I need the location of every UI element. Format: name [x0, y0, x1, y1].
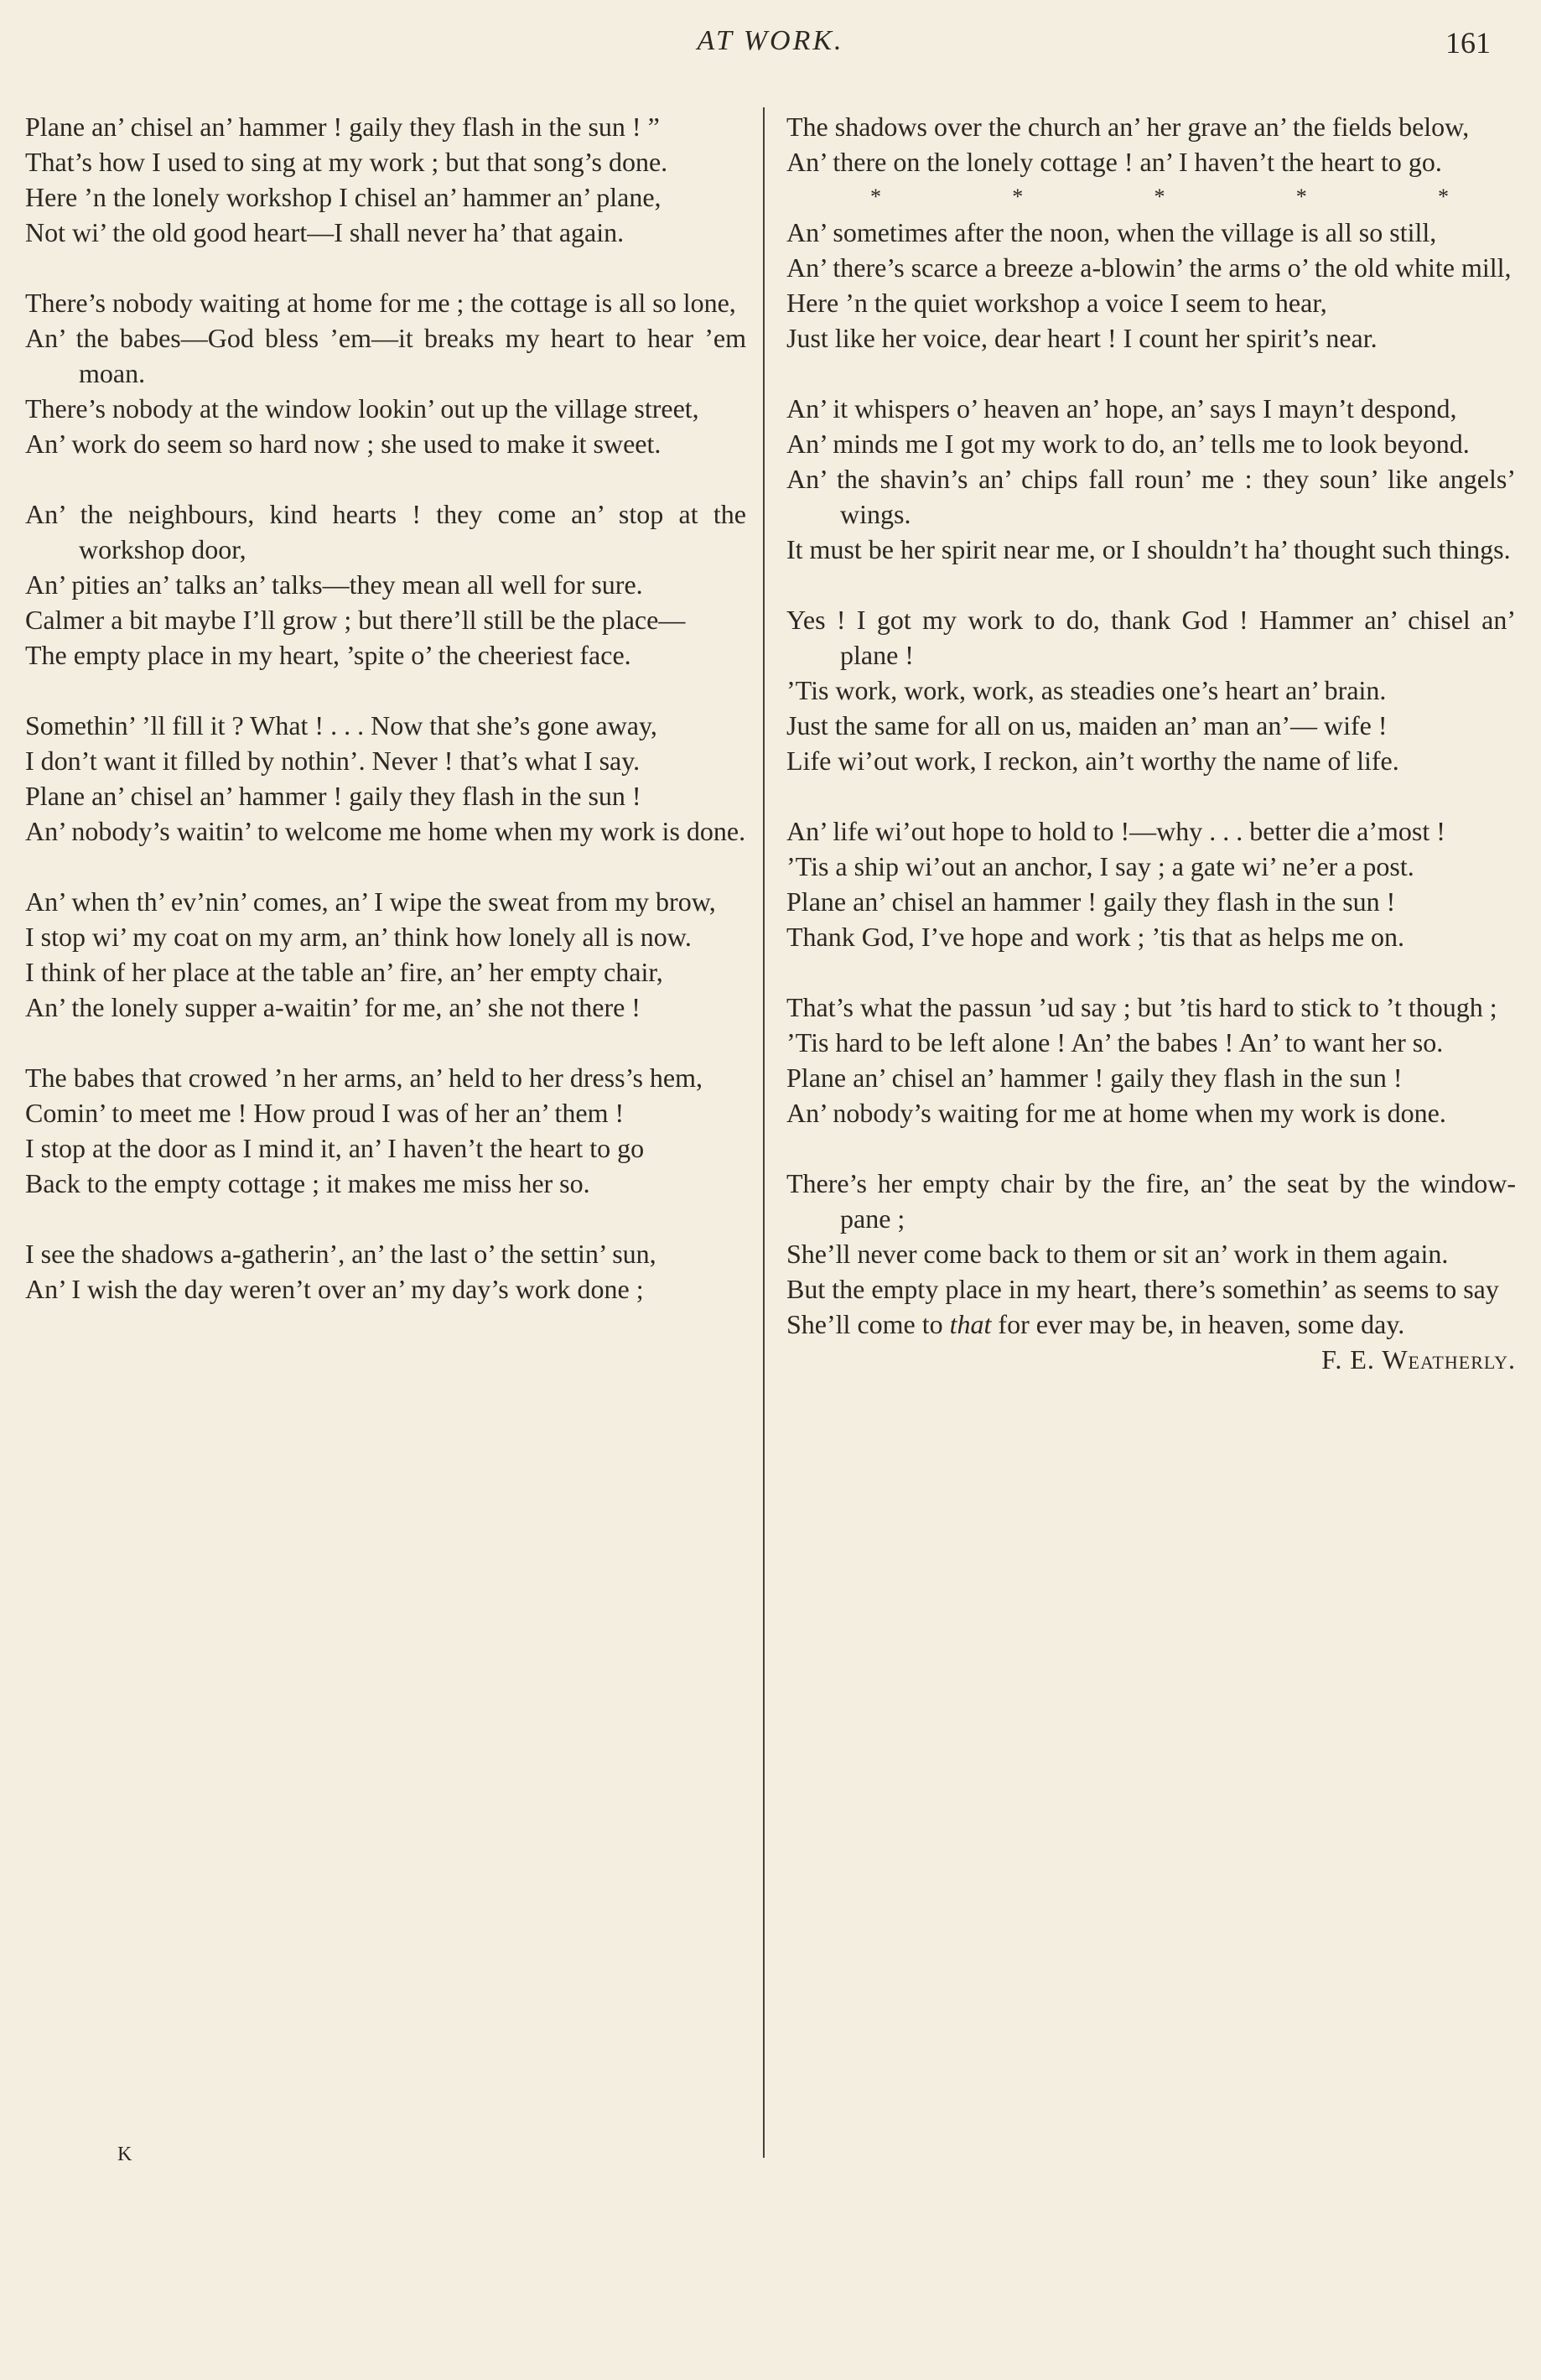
poem-line: She’ll never come back to them or sit an’ work in them again.	[786, 1239, 1449, 1269]
poem-line: Not wi’ the old good heart—I shall never ha’ that again.	[25, 217, 625, 247]
emphasized-word: that	[949, 1309, 992, 1339]
section-break-stars	[786, 179, 1516, 215]
stanza	[25, 1060, 746, 1201]
poem-line: An’ nobody’s waitin’ to welcome me home when my work is done.	[25, 816, 746, 846]
poem-line: An’ minds me I got my work to do, an’ tells me to look beyond.	[786, 429, 1470, 459]
stanza	[25, 109, 746, 250]
star: *	[1012, 184, 1024, 209]
page-header-title: AT WORK.	[697, 25, 844, 56]
poem-line: Back to the empty cottage ; it makes me miss her so.	[25, 1168, 590, 1198]
stanza	[25, 884, 746, 1025]
poem-line: Just like her voice, dear heart ! I count her spirit’s near.	[786, 323, 1378, 353]
poem-line: Plane an’ chisel an’ hammer ! gaily they flash in the sun !	[786, 1063, 1403, 1093]
poem-line: ’Tis hard to be left alone ! An’ the babes ! An’ to want her so.	[786, 1027, 1444, 1057]
poem-line: An’ pities an’ talks an’ talks—they mean all well for sure.	[25, 569, 643, 600]
poem-line: But the empty place in my heart, there’s somethin’ as seems to say	[786, 1274, 1499, 1304]
final-stanza	[786, 1166, 1516, 1374]
poem-line: An’ the shavin’s an’ chips fall roun’ me : they soun’ like angels’ wings.	[786, 464, 1516, 529]
poem-line: That’s what the passun ’ud say ; but ’tis hard to stick to ’t though ;	[786, 992, 1497, 1022]
star: *	[1438, 184, 1449, 209]
poem-line: Yes ! I got my work to do, thank God ! Hammer an’ chisel an’ plane !	[786, 605, 1516, 670]
poem-line: An’ the babes—God bless ’em—it breaks my heart to hear ’em moan.	[25, 323, 746, 388]
poem-line: An’ it whispers o’ heaven an’ hope, an’ says I mayn’t despond,	[786, 393, 1457, 424]
poem-line: There’s her empty chair by the fire, an’ the seat by the window-pane ;	[786, 1168, 1516, 1234]
column-divider	[763, 107, 765, 2158]
stanza	[786, 215, 1516, 356]
poem-line: I stop wi’ my coat on my arm, an’ think how lonely all is now.	[25, 922, 692, 952]
poem-line: Here ’n the lonely workshop I chisel an’ hammer an’ plane,	[25, 182, 662, 212]
poem-line: An’ when th’ ev’nin’ comes, an’ I wipe the sweat from my brow,	[25, 886, 716, 917]
poem-line: An’ sometimes after the noon, when the village is all so still,	[786, 217, 1437, 247]
poem-line: An’ the lonely supper a-waitin’ for me, an’ she not there !	[25, 992, 641, 1022]
poem-line: An’ there on the lonely cottage ! an’ I haven’t the heart to go.	[786, 147, 1442, 177]
stanza	[786, 990, 1516, 1130]
poem-line: Plane an’ chisel an hammer ! gaily they flash in the sun !	[786, 886, 1396, 917]
poem-line: I stop at the door as I mind it, an’ I haven’t the heart to go	[25, 1133, 645, 1163]
stanza	[786, 813, 1516, 954]
right-column	[786, 109, 1516, 1377]
poem-line: An’ there’s scarce a breeze a-blowin’ the arms o’ the old white mill,	[786, 252, 1512, 283]
stanza	[25, 1236, 746, 1307]
stanza	[786, 109, 1516, 179]
poem-line: An’ I wish the day weren’t over an’ my day’s work done ;	[25, 1274, 644, 1304]
poem-line: I think of her place at the table an’ fire, an’ her empty chair,	[25, 957, 663, 987]
star: *	[870, 184, 881, 209]
poem-line: There’s nobody at the window lookin’ out up the village street,	[25, 393, 699, 424]
poem-line: Somethin’ ’ll fill it ? What ! . . . Now that she’s gone away,	[25, 710, 657, 741]
author-signature: F. E. Weatherly.	[1321, 1344, 1516, 1374]
poem-line: An’ nobody’s waiting for me at home when my work is done.	[786, 1098, 1446, 1128]
poem-line: It must be her spirit near me, or I shouldn’t ha’ thought such things.	[786, 534, 1511, 564]
stanza	[25, 708, 746, 849]
left-column	[25, 109, 746, 1342]
poem-line: Plane an’ chisel an’ hammer ! gaily they flash in the sun ! ”	[25, 112, 660, 142]
last-line-text: for ever may be, in heaven, some day.	[991, 1309, 1405, 1339]
poem-line: An’ the neighbours, kind hearts ! they come an’ stop at the workshop door,	[25, 499, 746, 564]
poem-line: That’s how I used to sing at my work ; but that song’s done.	[25, 147, 668, 177]
poem-line: Comin’ to meet me ! How proud I was of her an’ them !	[25, 1098, 625, 1128]
poem-line: Life wi’out work, I reckon, ain’t worthy the name of life.	[786, 746, 1399, 776]
poem-line: The empty place in my heart, ’spite o’ the cheeriest face.	[25, 640, 631, 670]
star: *	[1295, 184, 1307, 209]
page-number: 161	[1445, 26, 1491, 60]
poem-line: Plane an’ chisel an’ hammer ! gaily they flash in the sun !	[25, 781, 641, 811]
poem-line: I don’t want it filled by nothin’. Never ! that’s what I say.	[25, 746, 641, 776]
poem-line: The shadows over the church an’ her grave an’ the fields below,	[786, 112, 1470, 142]
poem-line: An’ work do seem so hard now ; she used to make it sweet.	[25, 429, 662, 459]
signature-mark: K	[117, 2144, 132, 2165]
star: *	[1154, 184, 1165, 209]
poem-line: Thank God, I’ve hope and work ; ’tis that as helps me on.	[786, 922, 1405, 952]
stanza	[786, 602, 1516, 778]
poem-line: Calmer a bit maybe I’ll grow ; but there’ll still be the place—	[25, 605, 686, 635]
poem-line: I see the shadows a-gatherin’, an’ the last o’ the settin’ sun,	[25, 1239, 656, 1269]
poem-line: Just the same for all on us, maiden an’ man an’— wife !	[786, 710, 1388, 741]
stanza	[25, 285, 746, 461]
poem-line: Here ’n the quiet workshop a voice I seem to hear,	[786, 288, 1327, 318]
poem-line: The babes that crowed ’n her arms, an’ held to her dress’s hem,	[25, 1063, 703, 1093]
poem-line: ’Tis a ship wi’out an anchor, I say ; a gate wi’ ne’er a post.	[786, 851, 1414, 881]
poem-line: An’ life wi’out hope to hold to !—why . . . better die a’most !	[786, 816, 1445, 846]
poem-line: ’Tis work, work, work, as steadies one’s heart an’ brain.	[786, 675, 1387, 705]
poem-last-line	[786, 1307, 1516, 1374]
stanza	[786, 391, 1516, 567]
stanza	[25, 496, 746, 673]
last-line-text: She’ll come to	[786, 1309, 950, 1339]
poem-line: There’s nobody waiting at home for me ; the cottage is all so lone,	[25, 288, 736, 318]
